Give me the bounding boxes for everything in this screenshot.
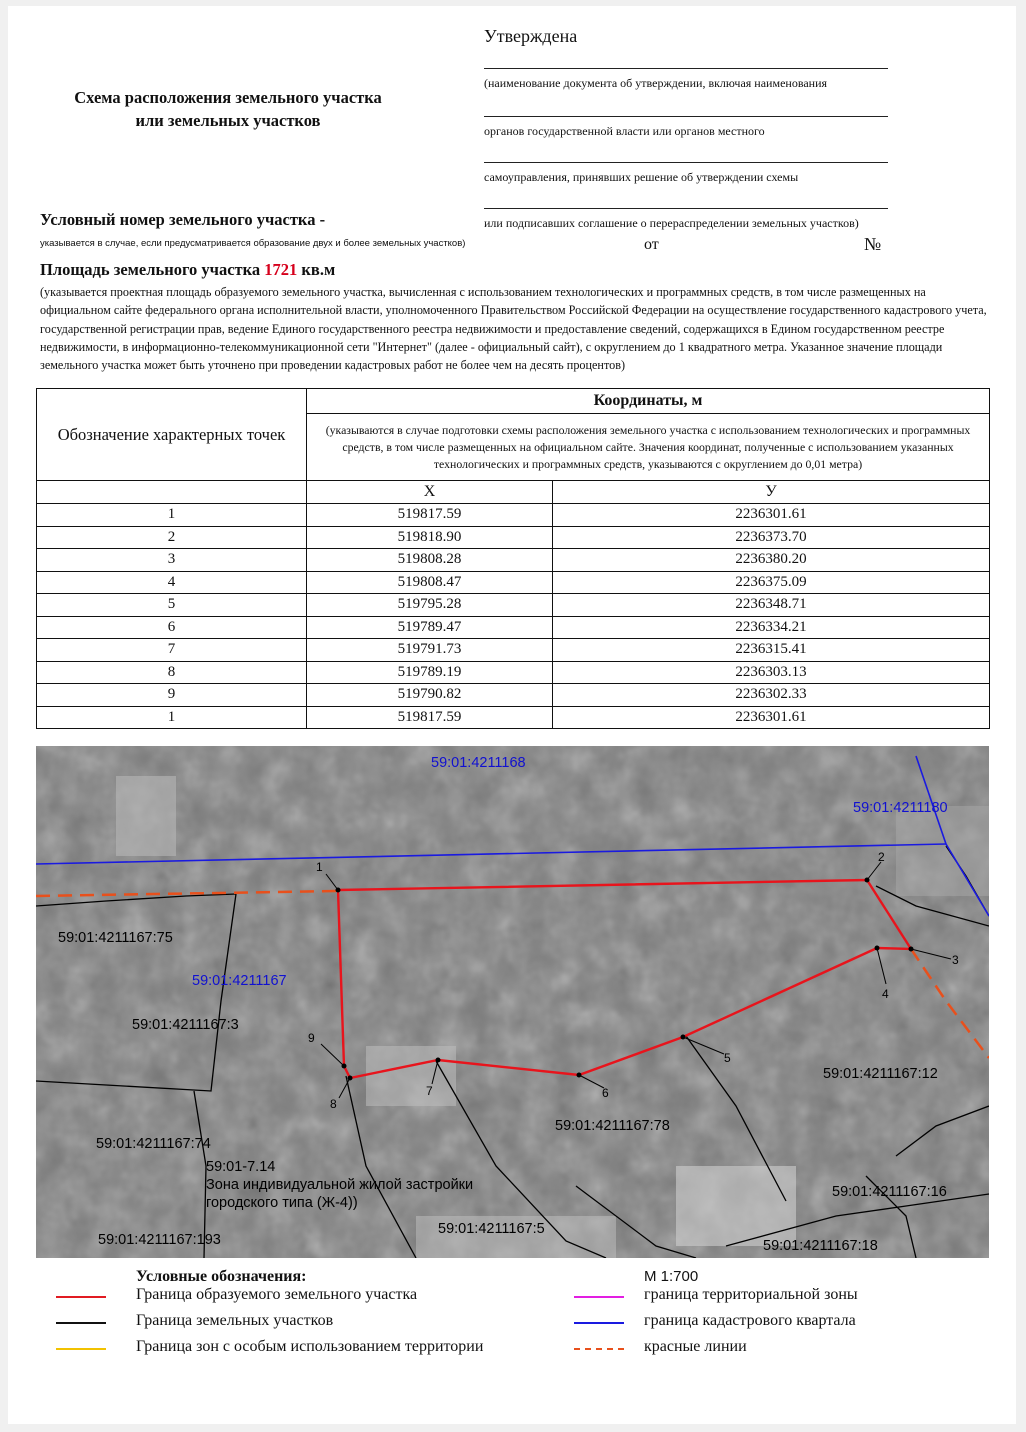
coordinates-header: Координаты, м — [307, 389, 990, 414]
vertex-dot — [577, 1073, 582, 1078]
y-cell: 2236373.70 — [553, 526, 990, 549]
vertex-dot — [342, 1064, 347, 1069]
table-row — [37, 661, 990, 684]
x-cell: 519817.59 — [307, 504, 553, 527]
zone-name-label: городского типа (Ж-4)) — [206, 1195, 358, 1211]
area-unit: кв.м — [301, 260, 336, 279]
vertex-dot — [875, 946, 880, 951]
x-cell: 519808.28 — [307, 549, 553, 572]
point-spacer — [37, 481, 307, 504]
x-cell: 519818.90 — [307, 526, 553, 549]
legend-swatch — [56, 1348, 106, 1350]
point-column-header: Обозначение характерных точек — [37, 389, 307, 481]
aerial-building — [896, 806, 989, 896]
point-cell: 2 — [37, 526, 307, 549]
point-label-1: 1 — [316, 860, 323, 874]
y-cell: 2236348.71 — [553, 594, 990, 617]
parcel-label: 59:01:4211167:18 — [763, 1238, 878, 1254]
approval-note-1: (наименование документа об утверждении, включая наименования — [484, 76, 828, 90]
point-cell: 8 — [37, 661, 307, 684]
table-row — [37, 684, 990, 707]
point-cell: 7 — [37, 639, 307, 662]
y-cell: 2236315.41 — [553, 639, 990, 662]
x-cell: 519789.19 — [307, 661, 553, 684]
map-scale: М 1:700 — [644, 1268, 699, 1285]
quarter-label: 59:01:4211168 — [431, 755, 526, 771]
y-cell: 2236380.20 — [553, 549, 990, 572]
parcel-label: 59:01:4211167:3 — [132, 1017, 239, 1033]
legend-swatch — [56, 1296, 106, 1298]
vertex-dot — [909, 947, 914, 952]
aerial-building — [116, 776, 176, 856]
table-row — [37, 616, 990, 639]
point-label-6: 6 — [602, 1086, 609, 1100]
legend-label: красные линии — [644, 1338, 747, 1355]
aerial-building — [676, 1166, 796, 1246]
y-cell: 2236303.13 — [553, 661, 990, 684]
point-label-9: 9 — [308, 1031, 315, 1045]
area-label: Площадь земельного участка — [40, 260, 261, 279]
approved-label: Утверждена — [484, 26, 578, 46]
parcel-label: 59:01:4211167:75 — [58, 930, 173, 946]
document-title — [28, 86, 428, 132]
point-cell: 5 — [37, 594, 307, 617]
vertex-dot — [436, 1058, 441, 1063]
approval-note-4: или подписавших соглашение о перераспределении земельных участков) — [484, 216, 859, 230]
legend-label: граница кадастрового квартала — [644, 1312, 856, 1329]
map-view — [36, 746, 989, 1258]
y-column-header: У — [553, 481, 990, 504]
y-cell: 2236301.61 — [553, 706, 990, 729]
x-cell: 519791.73 — [307, 639, 553, 662]
quarter-label: 59:01:4211180 — [853, 800, 948, 816]
vertex-dot — [681, 1035, 686, 1040]
vertex-dot — [336, 888, 341, 893]
legend-label: Граница земельных участков — [136, 1312, 334, 1329]
table-row — [37, 571, 990, 594]
date-from-label: от — [644, 236, 659, 253]
table-row — [37, 706, 990, 729]
legend-label: Граница образуемого земельного участка — [136, 1286, 418, 1303]
zone-code-label: 59:01-7.14 — [206, 1159, 276, 1175]
legend-label: Граница зон с особым использованием территории — [136, 1338, 484, 1355]
point-label-8: 8 — [330, 1097, 337, 1111]
x-cell: 519789.47 — [307, 616, 553, 639]
legend-swatch — [574, 1296, 624, 1298]
zone-name-label: Зона индивидуальной жилой застройки — [206, 1177, 474, 1193]
point-cell: 3 — [37, 549, 307, 572]
map-svg — [36, 746, 989, 1258]
table-row — [37, 504, 990, 527]
area-line — [40, 260, 335, 280]
legend-title: Условные обозначения: — [136, 1268, 307, 1285]
quarter-label: 59:01:4211167 — [192, 973, 287, 989]
title-line-2: или земельных участков — [135, 111, 321, 130]
parcel-label: 59:01:4211167:5 — [438, 1221, 545, 1237]
y-cell: 2236302.33 — [553, 684, 990, 707]
approval-blank-line — [484, 68, 888, 69]
table-row — [37, 594, 990, 617]
title-line-1: Схема расположения земельного участка — [74, 88, 382, 107]
point-cell: 1 — [37, 504, 307, 527]
conditional-number-label: Условный номер земельного участка - — [40, 210, 326, 229]
y-cell: 2236375.09 — [553, 571, 990, 594]
point-cell: 4 — [37, 571, 307, 594]
point-label-4: 4 — [882, 987, 889, 1001]
coordinates-note: (указываются в случае подготовки схемы расположения земельного участка с использованием технологических и программных средств, в том числе размещенных на официальном сайте. Значения координат, полученные с использованием указанных технологических и программных средств, указываются с округлением до 0,01 метра) — [307, 414, 990, 481]
number-sign: № — [864, 234, 882, 254]
aerial-building — [366, 1046, 456, 1106]
area-note: (указывается проектная площадь образуемого земельного участка, вычисленная с использованием технологических и программных средств, в том числе размещенных на официальном сайте федерального органа исполнительной власти, уполномоченного Правительством Российской Федерации на осуществление государственного кадастрового учета, государственной регистрации прав, ведение Единого государственного реестра недвижимости и предоставление сведений, содержащихся в Едином государственном реестре недвижимости, в информационно-телекоммуникационной сети "Интернет" (далее - официальный сайт), с округлением до 1 квадратного метра. Указанное значение площади земельного участка может быть уточнено при проведении кадастровых работ не более чем на десять процентов) — [40, 285, 987, 373]
conditional-number-note: указывается в случае, если предусматривается образование двух и более земельных участков) — [40, 238, 466, 249]
point-label-7: 7 — [426, 1084, 433, 1098]
parcel-label: 59:01:4211167:78 — [555, 1118, 670, 1134]
parcel-label: 59:01:4211167:12 — [823, 1066, 938, 1082]
legend-swatch — [574, 1348, 624, 1350]
y-cell: 2236301.61 — [553, 504, 990, 527]
parcel-label: 59:01:4211167:193 — [98, 1232, 221, 1248]
x-cell: 519790.82 — [307, 684, 553, 707]
point-cell: 6 — [37, 616, 307, 639]
legend-label: граница территориальной зоны — [644, 1286, 858, 1303]
coordinates-table — [36, 388, 990, 729]
aerial-texture — [36, 746, 989, 1258]
x-cell: 519817.59 — [307, 706, 553, 729]
legend-swatch — [574, 1322, 624, 1324]
table-row — [37, 639, 990, 662]
area-value: 1721 — [264, 260, 298, 279]
parcel-label: 59:01:4211167:16 — [832, 1184, 947, 1200]
scheme-page — [8, 6, 1016, 1424]
approval-blank-line — [484, 208, 888, 209]
approval-blank-line — [484, 162, 888, 163]
approval-note-2: органов государственной власти или органов местного — [484, 124, 765, 138]
point-label-5: 5 — [724, 1051, 731, 1065]
approval-note-3: самоуправления, принявших решение об утверждении схемы — [484, 170, 799, 184]
x-cell: 519795.28 — [307, 594, 553, 617]
approval-blank-line — [484, 116, 888, 117]
point-cell: 9 — [37, 684, 307, 707]
parcel-label: 59:01:4211167:74 — [96, 1136, 211, 1152]
point-cell: 1 — [37, 706, 307, 729]
vertex-dot — [865, 878, 870, 883]
x-cell: 519808.47 — [307, 571, 553, 594]
x-column-header: X — [307, 481, 553, 504]
table-row — [37, 526, 990, 549]
point-label-2: 2 — [878, 850, 885, 864]
table-row — [37, 549, 990, 572]
vertex-dot — [348, 1076, 353, 1081]
y-cell: 2236334.21 — [553, 616, 990, 639]
point-label-3: 3 — [952, 953, 959, 967]
legend-swatch — [56, 1322, 106, 1324]
